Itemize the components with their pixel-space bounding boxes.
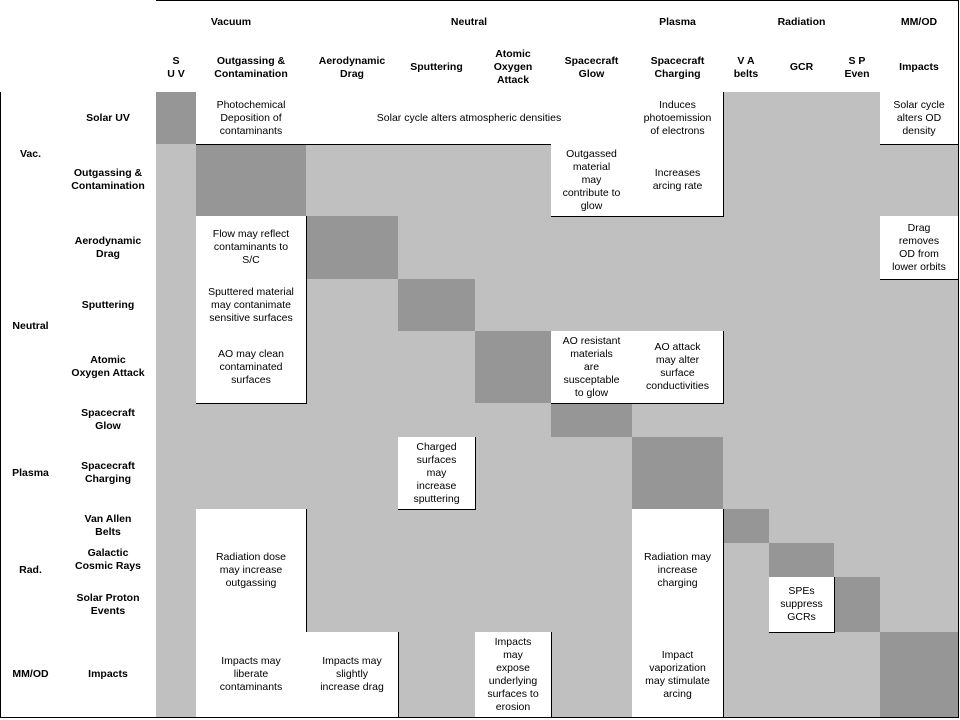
column-header: Spacecraft Glow (551, 43, 633, 93)
empty-cell (551, 279, 633, 332)
empty-cell (769, 144, 835, 217)
column-header: Atomic Oxygen Attack (475, 43, 552, 93)
empty-cell (156, 279, 197, 332)
empty-cell (156, 509, 197, 544)
empty-cell (306, 279, 399, 332)
empty-cell (398, 144, 476, 217)
empty-cell (156, 577, 197, 633)
empty-cell (723, 437, 770, 510)
empty-cell (769, 279, 835, 332)
interaction-cell: AO may clean contaminated surfaces (196, 331, 307, 404)
row-header: Aerodynamic Drag (60, 216, 157, 280)
empty-cell (769, 216, 835, 280)
column-header: Spacecraft Charging (632, 43, 724, 93)
interaction-cell: Outgassed material may contribute to glow (551, 144, 633, 217)
empty-cell (156, 632, 197, 718)
empty-cell (723, 144, 770, 217)
column-group-header: MM/OD (880, 0, 959, 44)
empty-cell (156, 403, 197, 438)
empty-cell (880, 437, 959, 510)
empty-cell (769, 331, 835, 404)
empty-cell (880, 509, 959, 544)
empty-cell (156, 144, 197, 217)
empty-cell (475, 437, 552, 510)
empty-cell (723, 577, 770, 633)
column-header: Impacts (880, 43, 959, 93)
interaction-cell: Impact vaporization may stimulate arcing (632, 632, 724, 718)
empty-cell (769, 437, 835, 510)
row-header: Solar Proton Events (60, 577, 157, 633)
empty-cell (551, 632, 633, 718)
diagonal-cell (723, 509, 770, 544)
empty-cell (306, 403, 399, 438)
empty-cell (723, 216, 770, 280)
empty-cell (769, 509, 835, 544)
interaction-cell: Impacts may liberate contaminants (196, 632, 307, 718)
empty-cell (834, 437, 881, 510)
row-header: Atomic Oxygen Attack (60, 331, 157, 404)
diagonal-cell (398, 279, 476, 332)
row-group-header: Neutral (0, 216, 61, 438)
row-header: Sputtering (60, 279, 157, 332)
interaction-cell: Solar cycle alters OD density (880, 92, 959, 145)
empty-cell (398, 216, 476, 280)
row-header: Van Allen Belts (60, 509, 157, 544)
empty-cell (834, 632, 881, 718)
row-group-header: Rad. (0, 509, 61, 633)
empty-cell (306, 509, 399, 544)
row-header: Spacecraft Glow (60, 403, 157, 438)
empty-cell (723, 92, 770, 145)
empty-cell (551, 577, 633, 633)
interaction-cell: Photochemical Deposition of contaminants (196, 92, 307, 145)
empty-cell (398, 543, 476, 578)
row-header: Outgassing & Contamination (60, 144, 157, 217)
diagonal-cell (306, 216, 399, 280)
empty-cell (475, 279, 552, 332)
interaction-cell: Impacts may expose underlying surfaces to erosion (475, 632, 552, 718)
column-header: S U V (156, 43, 197, 93)
empty-cell (398, 632, 476, 718)
row-header: Solar UV (60, 92, 157, 145)
empty-cell (475, 509, 552, 544)
column-header: Sputtering (398, 43, 476, 93)
empty-cell (306, 437, 399, 510)
column-group-header: Plasma (632, 0, 724, 44)
row-header: Impacts (60, 632, 157, 718)
interaction-cell: AO attack may alter surface conductivities (632, 331, 724, 404)
empty-cell (880, 144, 959, 217)
empty-cell (196, 437, 307, 510)
interaction-cell: Induces photoemission of electrons (632, 92, 724, 145)
column-group-header: Radiation (723, 0, 881, 44)
diagonal-cell (880, 632, 959, 718)
empty-cell (306, 577, 399, 633)
empty-cell (551, 437, 633, 510)
interaction-cell: Solar cycle alters atmospheric densities (306, 92, 633, 145)
empty-cell (551, 216, 633, 280)
empty-cell (632, 279, 724, 332)
empty-cell (723, 403, 770, 438)
empty-cell (723, 632, 770, 718)
empty-cell (769, 403, 835, 438)
empty-cell (475, 144, 552, 217)
interaction-cell: Radiation may increase charging (632, 509, 724, 633)
empty-cell (306, 543, 399, 578)
empty-cell (880, 403, 959, 438)
empty-cell (475, 577, 552, 633)
diagonal-cell (475, 331, 552, 404)
empty-cell (475, 543, 552, 578)
column-header: V A belts (723, 43, 770, 93)
empty-cell (475, 216, 552, 280)
empty-cell (398, 509, 476, 544)
row-group-header: MM/OD (0, 632, 61, 718)
empty-cell (306, 331, 399, 404)
column-header: Outgassing & Contamination (196, 43, 307, 93)
diagonal-cell (156, 92, 197, 145)
interaction-cell: Charged surfaces may increase sputtering (398, 437, 476, 510)
empty-cell (834, 509, 881, 544)
empty-cell (880, 331, 959, 404)
corner-blank (0, 0, 157, 93)
diagonal-cell (834, 577, 881, 633)
empty-cell (880, 279, 959, 332)
empty-cell (834, 403, 881, 438)
interaction-cell: Drag removes OD from lower orbits (880, 216, 959, 280)
interaction-cell: Impacts may slightly increase drag (306, 632, 399, 718)
empty-cell (156, 216, 197, 280)
empty-cell (156, 543, 197, 578)
diagonal-cell (551, 403, 633, 438)
empty-cell (834, 279, 881, 332)
empty-cell (834, 216, 881, 280)
column-header: Aerodynamic Drag (306, 43, 399, 93)
row-header: Spacecraft Charging (60, 437, 157, 510)
empty-cell (723, 543, 770, 578)
empty-cell (398, 403, 476, 438)
interaction-cell: Radiation dose may increase outgassing (196, 509, 307, 633)
diagonal-cell (632, 437, 724, 510)
row-header: Galactic Cosmic Rays (60, 543, 157, 578)
empty-cell (769, 632, 835, 718)
empty-cell (880, 543, 959, 578)
row-group-header: Vac. (0, 92, 61, 217)
empty-cell (834, 543, 881, 578)
empty-cell (398, 331, 476, 404)
empty-cell (196, 403, 307, 438)
empty-cell (551, 509, 633, 544)
empty-cell (551, 543, 633, 578)
interaction-cell: Sputtered material may contanimate sensitive surfaces (196, 279, 307, 332)
diagonal-cell (196, 144, 307, 217)
empty-cell (306, 144, 399, 217)
empty-cell (723, 279, 770, 332)
column-header: S P Even (834, 43, 881, 93)
row-group-header: Plasma (0, 437, 61, 510)
empty-cell (156, 331, 197, 404)
empty-cell (723, 331, 770, 404)
empty-cell (475, 403, 552, 438)
interaction-cell: Increases arcing rate (632, 144, 724, 217)
empty-cell (880, 577, 959, 633)
interaction-cell: Flow may reflect contaminants to S/C (196, 216, 307, 280)
empty-cell (834, 331, 881, 404)
empty-cell (834, 92, 881, 145)
empty-cell (834, 144, 881, 217)
empty-cell (156, 437, 197, 510)
empty-cell (632, 216, 724, 280)
empty-cell (769, 92, 835, 145)
diagonal-cell (769, 543, 835, 578)
column-group-header: Vacuum (156, 0, 307, 44)
column-group-header: Neutral (306, 0, 633, 44)
column-header: GCR (769, 43, 835, 93)
interaction-cell: AO resistant materials are susceptable to glow (551, 331, 633, 404)
empty-cell (632, 403, 724, 438)
interaction-cell: SPEs suppress GCRs (769, 577, 835, 633)
empty-cell (398, 577, 476, 633)
